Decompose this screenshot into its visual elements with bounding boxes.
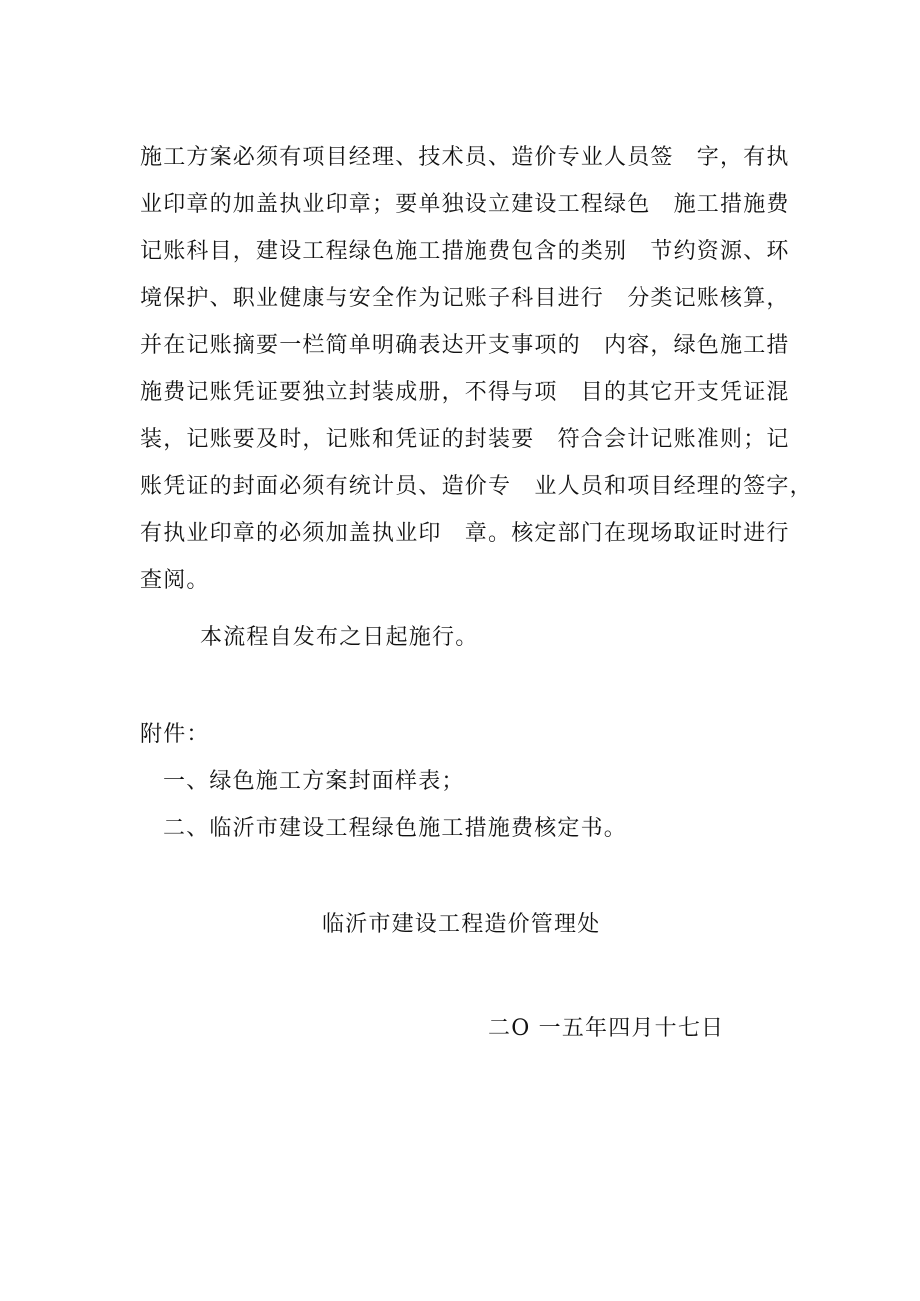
body-line-1: 施工方案必须有项目经理、技术员、造价专业人员签 字，有执 (140, 145, 790, 170)
attachments-title: 附件： (140, 722, 210, 747)
effective-clause: 本流程自发布之日起施行。 (200, 625, 479, 650)
body-line-3: 记账科目，建设工程绿色施工措施费包含的类别 节约资源、环 (140, 239, 790, 264)
body-line-5: 并在记账摘要一栏简单明确表达开支事项的 内容，绿色施工措 (140, 333, 790, 358)
body-line-8: 账凭证的封面必须有统计员、造价专 业人员和项目经理的签字， (140, 474, 813, 499)
attachment-item-2: 二、临沂市建设工程绿色施工措施费核定书。 (163, 816, 628, 841)
body-line-9: 有执业印章的必须加盖执业印 章。核定部门在现场取证时进行 (140, 521, 790, 546)
issuing-organization: 临沂市建设工程造价管理处 (322, 912, 601, 937)
body-line-6: 施费记账凭证要独立封装成册，不得与项 目的其它开支凭证混 (140, 380, 790, 405)
body-line-2: 业印章的加盖执业印章；要单独设立建设工程绿色 施工措施费 (140, 192, 790, 217)
attachment-item-1: 一、绿色施工方案封面样表； (163, 769, 465, 794)
body-line-7: 装，记账要及时，记账和凭证的封装要 符合会计记账准则；记 (140, 427, 790, 452)
body-line-4: 境保护、职业健康与安全作为记账子科目进行 分类记账核算， (140, 286, 790, 311)
body-line-10: 查阅。 (140, 568, 210, 593)
issue-date: 二O 一五年四月十七日 (488, 1016, 725, 1041)
